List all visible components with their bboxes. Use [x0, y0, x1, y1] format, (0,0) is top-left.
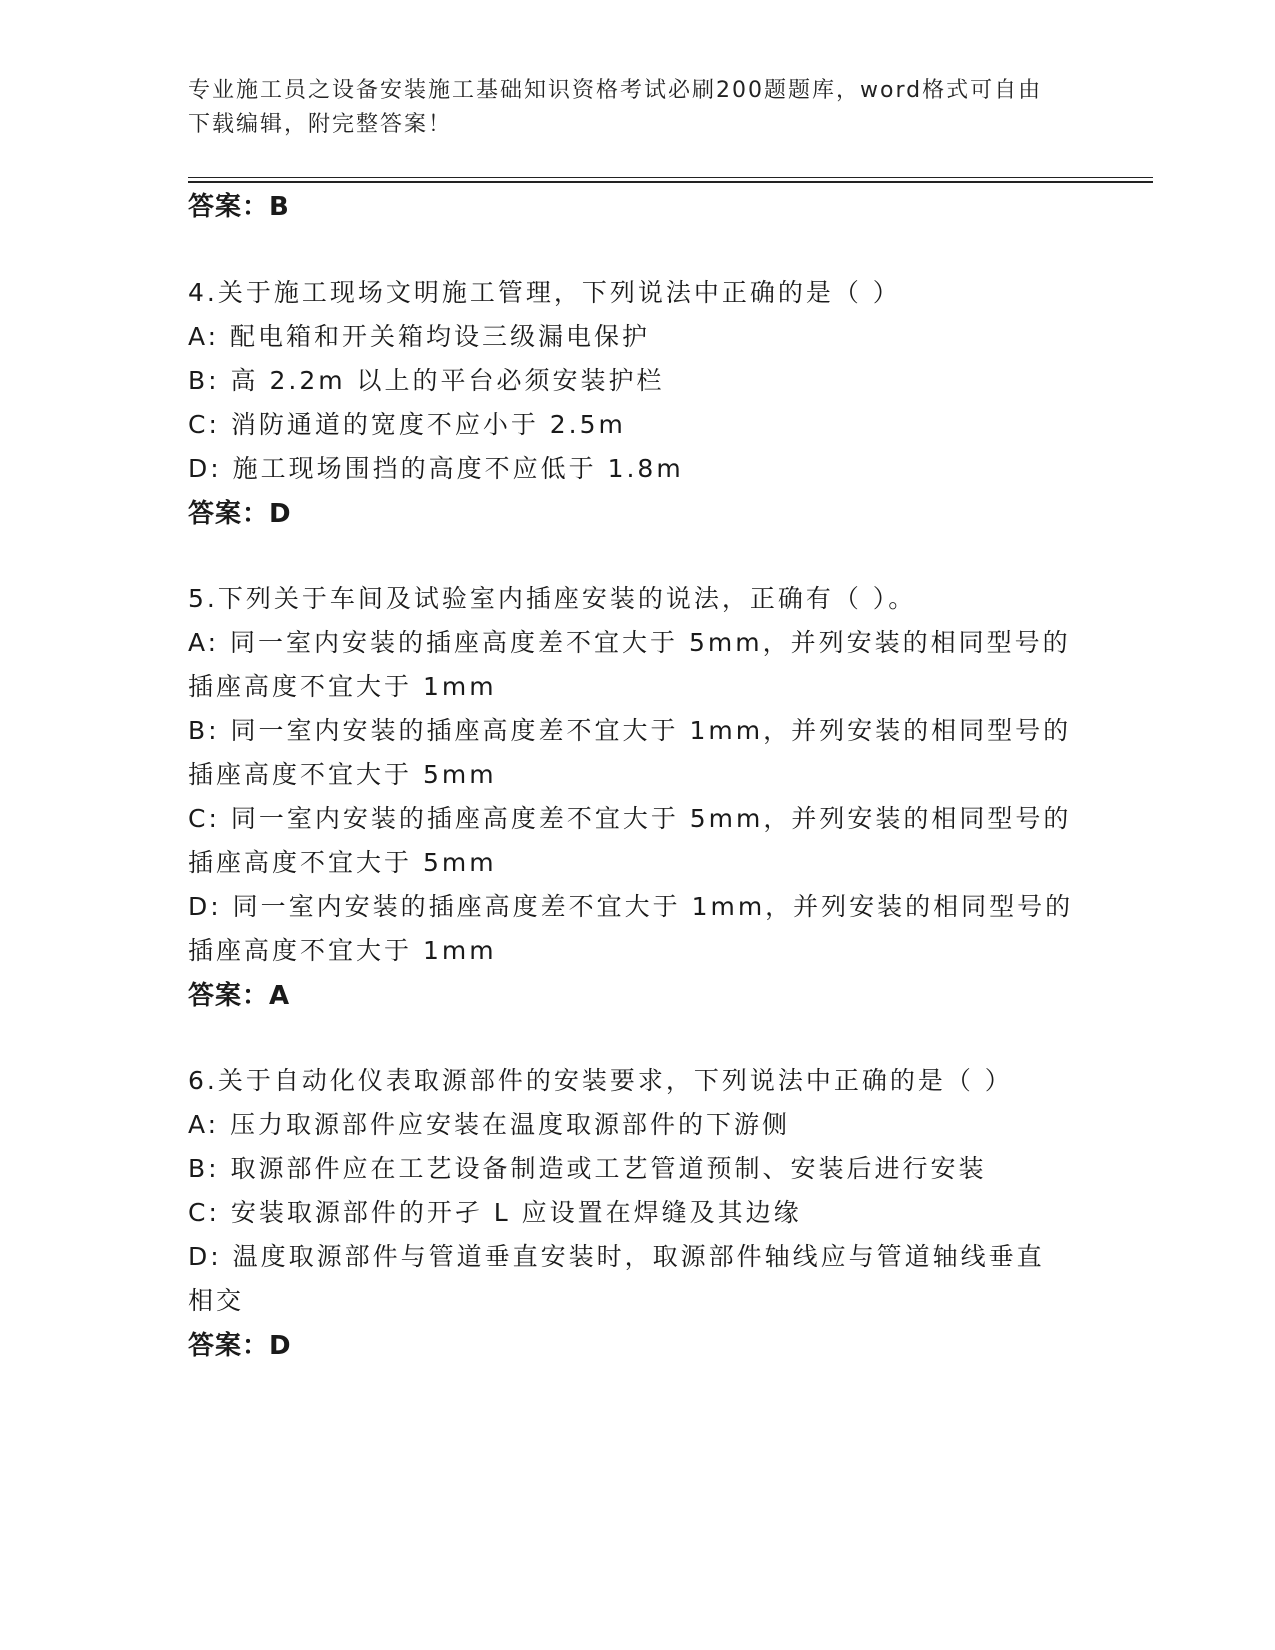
question-5-option-a-line2: 插座高度不宜大于 1mm: [188, 672, 497, 701]
answer-q4: 答案：D: [188, 499, 292, 529]
header-line-1: 专业施工员之设备安装施工基础知识资格考试必刷200题题库，word格式可自由: [188, 78, 1043, 103]
answer-q6: 答案：D: [188, 1331, 292, 1361]
question-4-option-c: C: 消防通道的宽度不应小于 2.5m: [188, 410, 626, 439]
question-5-option-b-line1: B: 同一室内安装的插座高度差不宜大于 1mm，并列安装的相同型号的: [188, 716, 1072, 745]
question-6-option-b: B: 取源部件应在工艺设备制造或工艺管道预制、安装后进行安装: [188, 1154, 987, 1183]
question-5-option-d-line2: 插座高度不宜大于 1mm: [188, 936, 497, 965]
header-line-2: 下载编辑，附完整答案！: [188, 112, 453, 137]
question-4-option-b: B: 高 2.2m 以上的平台必须安装护栏: [188, 366, 665, 395]
question-5-stem: 5.下列关于车间及试验室内插座安装的说法，正确有（ ）。: [188, 584, 917, 613]
question-5-option-b-line2: 插座高度不宜大于 5mm: [188, 760, 497, 789]
question-6-option-d-line2: 相交: [188, 1286, 245, 1315]
question-6-option-d-line1: D: 温度取源部件与管道垂直安装时，取源部件轴线应与管道轴线垂直: [188, 1242, 1045, 1271]
question-5-option-c-line2: 插座高度不宜大于 5mm: [188, 848, 497, 877]
question-5-option-d-line1: D: 同一室内安装的插座高度差不宜大于 1mm，并列安装的相同型号的: [188, 892, 1074, 921]
question-5-option-a-line1: A: 同一室内安装的插座高度差不宜大于 5mm，并列安装的相同型号的: [188, 628, 1071, 657]
question-4-option-a: A: 配电箱和开关箱均设三级漏电保护: [188, 322, 651, 351]
answer-q3: 答案：B: [188, 192, 290, 222]
header-rule-thin: [188, 177, 1153, 178]
question-6-option-c: C: 安装取源部件的开孑 L 应设置在焊缝及其边缘: [188, 1198, 802, 1227]
question-6-option-a: A: 压力取源部件应安装在温度取源部件的下游侧: [188, 1110, 791, 1139]
question-4-stem: 4.关于施工现场文明施工管理，下列说法中正确的是（ ）: [188, 278, 901, 307]
header-rule-thick: [188, 181, 1153, 183]
question-4-option-d: D: 施工现场围挡的高度不应低于 1.8m: [188, 454, 684, 483]
document-header: [188, 74, 1068, 142]
answer-q5: 答案：A: [188, 981, 291, 1011]
question-5-option-c-line1: C: 同一室内安装的插座高度差不宜大于 5mm，并列安装的相同型号的: [188, 804, 1072, 833]
question-6-stem: 6.关于自动化仪表取源部件的安装要求，下列说法中正确的是（ ）: [188, 1066, 1013, 1095]
